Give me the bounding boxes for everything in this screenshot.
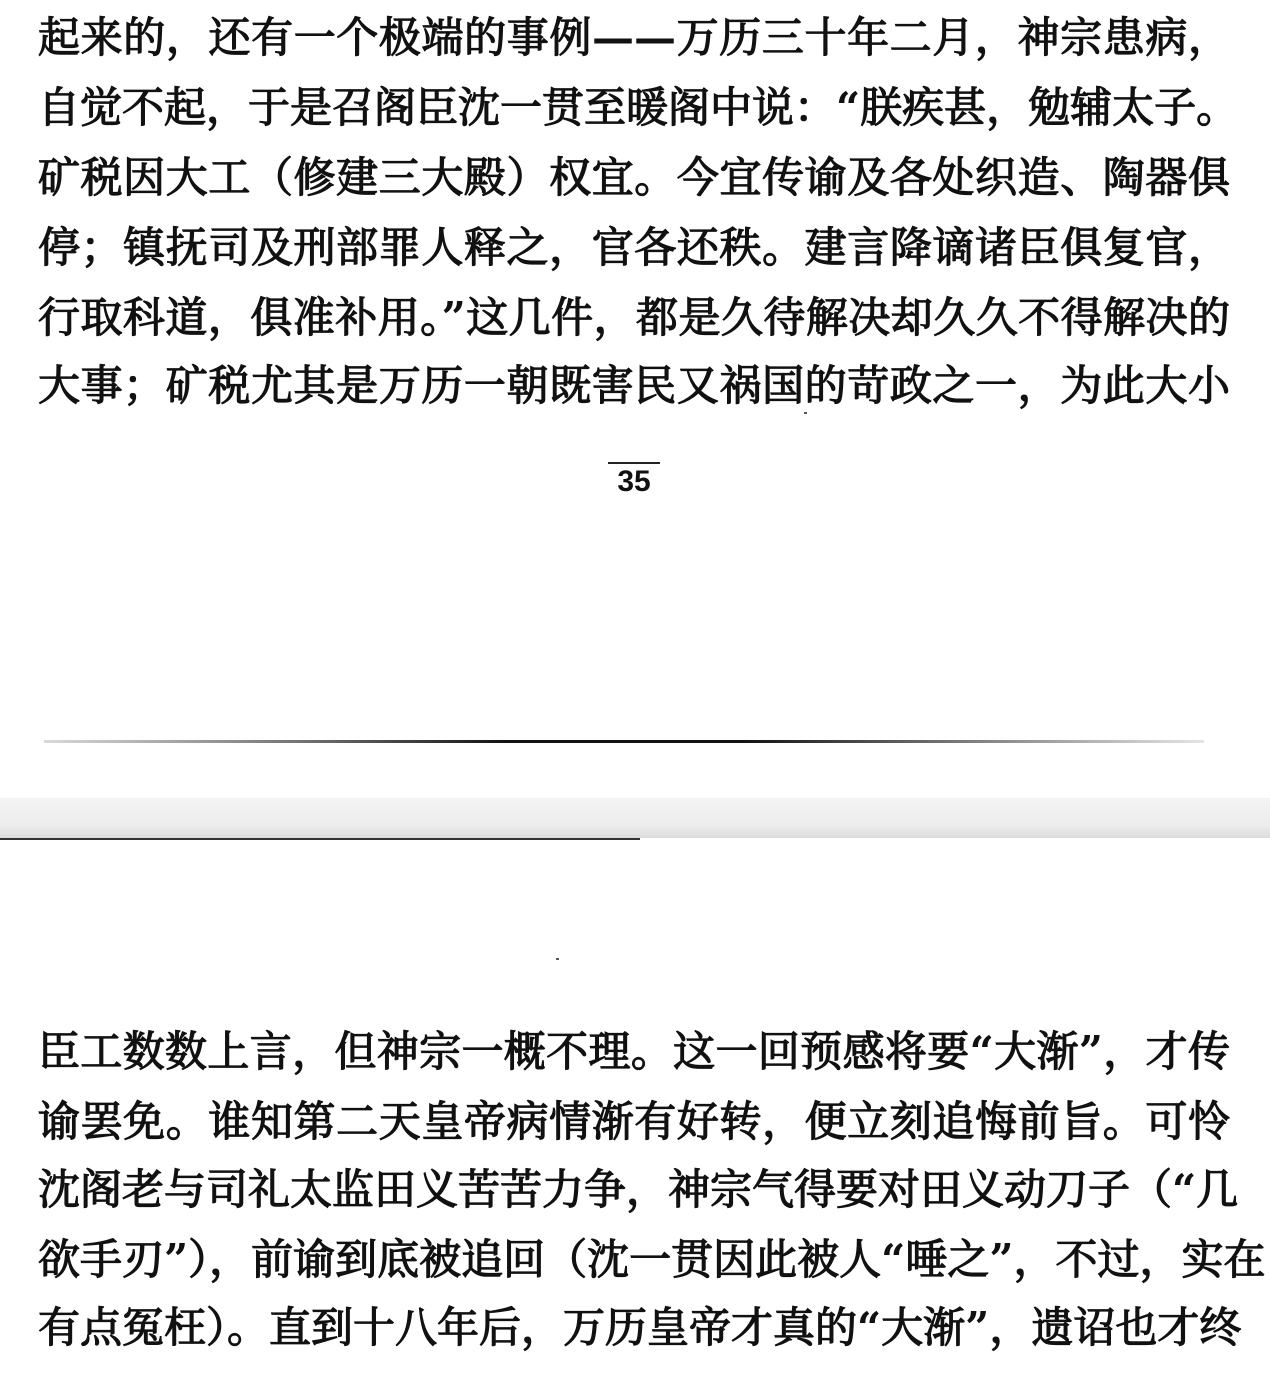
text-line: 大事；矿税尤其是万历一朝既害民又祸国的苛政之一，为此大小: [38, 361, 1230, 410]
text-line: 沈阁老与司礼太监田义苦苦力争，神宗气得要对田义动刀子（“几: [38, 1165, 1239, 1214]
text-line: 行取科道，俱准补用。”这几件，都是久待解决却久久不得解决的: [38, 293, 1230, 342]
page-number: 35: [608, 462, 660, 500]
text-line: 矿税因大工（修建三大殿）权宜。今宜传谕及各处织造、陶器俱: [38, 153, 1230, 202]
scan-rule: [44, 740, 1204, 743]
page-bottom: [0, 838, 1270, 1376]
text-line: 停；镇抚司及刑部罪人释之，官各还秩。建言降谪诸臣俱复官，: [38, 223, 1230, 272]
page-gap: [0, 798, 1270, 838]
scan-speck: [556, 958, 559, 960]
text-line: 有点冤枉）。直到十八年后，万历皇帝才真的“大渐”，遗诏也才终: [38, 1303, 1242, 1352]
text-line: 欲手刃”），前谕到底被追回（沈一贯因此被人“唾之”，不过，实在: [38, 1235, 1266, 1284]
text-line: 谕罢免。谁知第二天皇帝病情渐有好转，便立刻追悔前旨。可怜: [38, 1097, 1230, 1146]
text-line: 臣工数数上言，但神宗一概不理。这一回预感将要“大渐”，才传: [38, 1027, 1230, 1076]
page-edge-rule: [0, 838, 640, 840]
text-line: 起来的，还有一个极端的事例——万历三十年二月，神宗患病，: [38, 13, 1230, 62]
text-line: 自觉不起，于是召阁臣沈一贯至暖阁中说：“朕疾甚，勉辅太子。: [38, 83, 1239, 132]
scan-speck: [804, 412, 807, 414]
